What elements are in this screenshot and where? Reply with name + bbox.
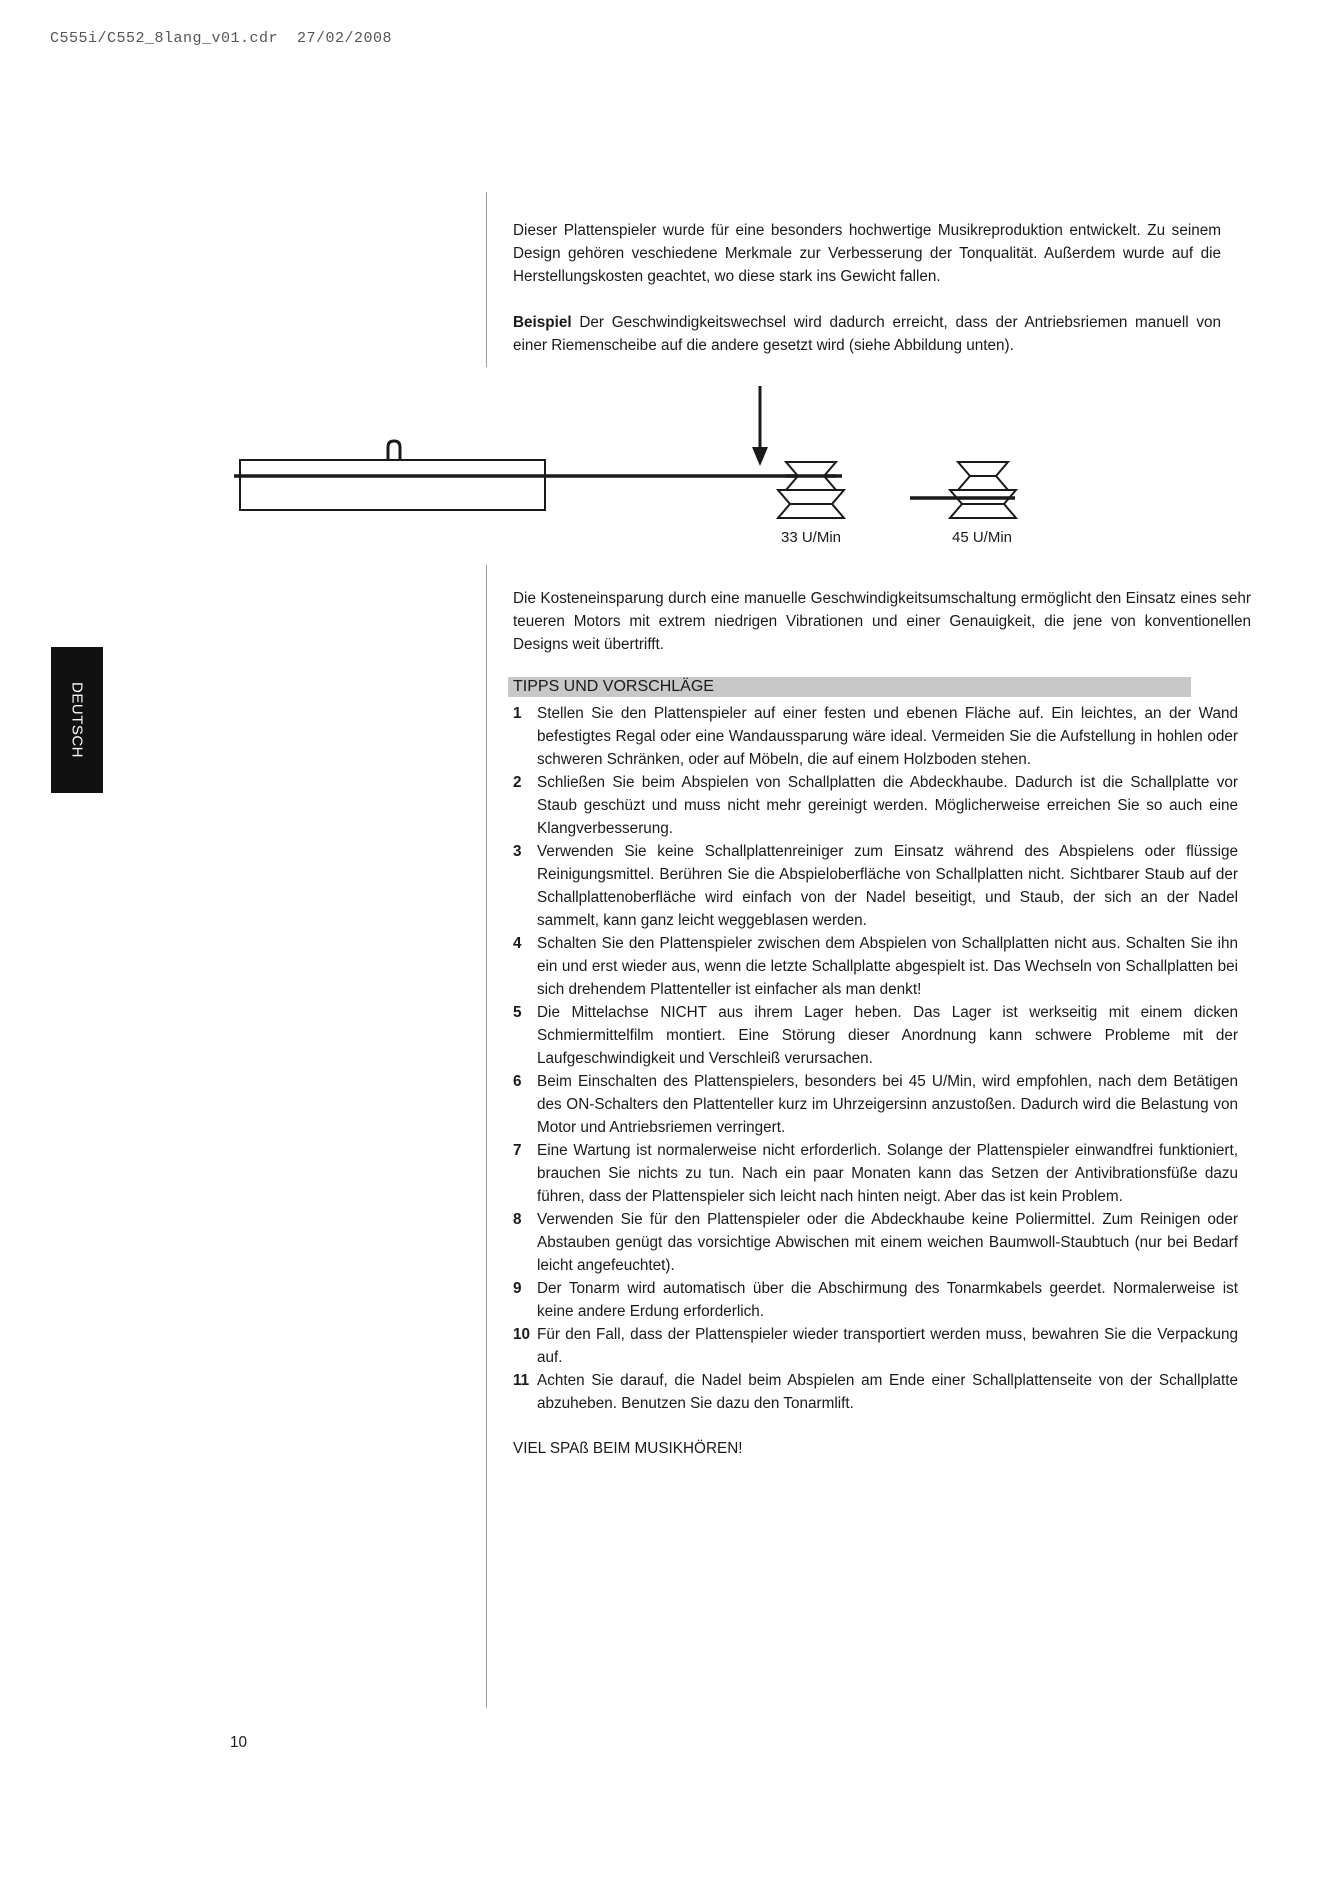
intro-section (513, 219, 1221, 380)
tip-text: Verwenden Sie für den Plattenspieler oder die Abdeckhaube keine Poliermittel. Zum Reinigen oder Abstauben genügt das vorsichtige Abwischen mit einem weichen Baumwoll-Staubtuch (nur bei Bedarf leicht angefeuchtet). (537, 1211, 1238, 1274)
tip-item (513, 840, 1238, 932)
tip-item (513, 1070, 1238, 1139)
tip-number: 3 (513, 843, 522, 860)
arrow-down-icon (752, 386, 768, 466)
tip-text: Schalten Sie den Plattenspieler zwischen dem Abspielen von Schallplatten nicht aus. Schalten Sie ihn ein und erst wieder aus, wenn die letzte Schallplatte abgespielt ist. Das Wechseln von Schallplatten bei sich drehendem Plattenteller ist einfacher als man denkt! (537, 935, 1238, 998)
tip-item (513, 1369, 1238, 1415)
example-paragraph (513, 311, 1221, 357)
pulley-33-icon (778, 462, 844, 518)
tip-number: 7 (513, 1142, 522, 1159)
tip-text: Der Tonarm wird automatisch über die Abschirmung des Tonarmkabels geerdet. Normalerweise ist keine andere Erdung erforderlich. (537, 1280, 1238, 1320)
tips-list (513, 702, 1238, 1415)
cost-paragraph: Die Kosteneinsparung durch eine manuelle Geschwindigkeitsumschaltung ermöglicht den Einsatz eines sehr teueren Motors mit extrem niedrigen Vibrationen und einer Genauigkeit, die jene von konventionellen Designs weit übertrifft. (513, 590, 1251, 653)
tip-item (513, 1323, 1238, 1369)
tip-number: 10 (513, 1326, 531, 1343)
tip-item (513, 771, 1238, 840)
tip-text: Stellen Sie den Plattenspieler auf einer festen und ebenen Fläche auf. Ein leichtes, an der Wand befestigtes Regal oder eine Wandaussparung wäre ideal. Vermeiden Sie die Aufstellung in hohlen oder schweren Schränken, oder auf Möbeln, die auf einem Holzboden stehen. (537, 705, 1238, 768)
language-tab (51, 647, 103, 793)
closing-line: VIEL SPAß BEIM MUSIKHÖREN! (513, 1440, 743, 1457)
page-number: 10 (230, 1734, 248, 1751)
tip-number: 4 (513, 935, 522, 952)
tip-number: 8 (513, 1211, 522, 1228)
tip-number: 2 (513, 774, 522, 791)
tip-number: 5 (513, 1004, 522, 1021)
tip-text: Beim Einschalten des Plattenspielers, besonders bei 45 U/Min, wird empfohlen, nach dem Betätigen des ON-Schalters den Plattenteller kurz im Uhrzeigersinn anzustoßen. Dadurch wird die Belastung von Motor und Antriebsriemen verringert. (537, 1073, 1238, 1136)
tip-text: Für den Fall, dass der Plattenspieler wieder transportiert werden muss, bewahren Sie die Verpackung auf. (537, 1326, 1238, 1366)
tip-text: Eine Wartung ist normalerweise nicht erforderlich. Solange der Plattenspieler einwandfrei funktioniert, brauchen Sie nichts zu tun. Nach ein paar Monaten kann das Setzen der Antivibrationsfüße dazu führen, dass der Plattenspieler sich leicht nach hinten neigt. Aber das ist kein Problem. (537, 1142, 1238, 1205)
tip-item (513, 1208, 1238, 1277)
tip-text: Schließen Sie beim Abspielen von Schallplatten die Abdeckhaube. Dadurch ist die Schallplatte vor Staub geschüzt und muss nicht mehr gereinigt werden. Möglicherweise erreichen Sie so auch eine Klangverbesserung. (537, 774, 1238, 837)
tip-number: 1 (513, 705, 522, 722)
tip-item (513, 1277, 1238, 1323)
tip-item (513, 702, 1238, 771)
tips-heading: TIPPS UND VORSCHLÄGE (508, 677, 1191, 697)
speed-change-diagram (230, 380, 1050, 560)
tip-text: Achten Sie darauf, die Nadel beim Abspielen am Ende einer Schallplattenseite von der Schallplatte abzuheben. Benutzen Sie dazu den Tonarmlift. (537, 1372, 1238, 1412)
tip-number: 6 (513, 1073, 522, 1090)
tip-text: Verwenden Sie keine Schallplattenreiniger zum Einsatz während des Abspielens oder flüssige Reinigungsmittel. Berühren Sie die Abspieloberfläche von Schallplatten nicht. Sichtbarer Staub auf der Schallplattenoberfläche wird einfach von der Nadel beseitigt, und Staub, der sich an der Nadel sammelt, kann ganz leicht weggeblasen werden. (537, 843, 1238, 929)
label-45: 45 U/Min (952, 529, 1013, 546)
column-divider-bottom (486, 565, 487, 1708)
tip-text: Die Mittelachse NICHT aus ihrem Lager heben. Das Lager ist werkseitig mit einem dicken Schmiermittelfilm montiert. Eine Störung dieser Anordnung kann schwere Probleme mit der Laufgeschwindigkeit und Verschleiß verursachen. (537, 1004, 1238, 1067)
tip-item (513, 932, 1238, 1001)
platter (240, 460, 545, 510)
example-label: Beispiel (513, 314, 572, 331)
example-text: Der Geschwindigkeitswechsel wird dadurch erreicht, dass der Antriebsriemen manuell von einer Riemenscheibe auf die andere gesetzt wird (siehe Abbildung unten). (513, 314, 1221, 354)
tip-item (513, 1001, 1238, 1070)
spindle (388, 441, 400, 460)
intro-paragraph: Dieser Plattenspieler wurde für eine besonders hochwertige Musikreproduktion entwickelt. Zu seinem Design gehören veschiedene Merkmale zur Verbesserung der Tonqualität. Außerdem wurde auf die Herstellungskosten geachtet, wo diese stark ins Gewicht fallen. (513, 222, 1221, 285)
label-33: 33 U/Min (781, 529, 842, 546)
tip-item (513, 1139, 1238, 1208)
column-divider-top (486, 192, 487, 367)
pulley-45-icon (910, 462, 1016, 518)
tip-number: 9 (513, 1280, 522, 1297)
language-tab-label: DEUTSCH (68, 681, 86, 758)
tip-number: 11 (513, 1372, 530, 1389)
file-header: C555i/C552_8lang_v01.cdr 27/02/2008 (50, 30, 393, 47)
